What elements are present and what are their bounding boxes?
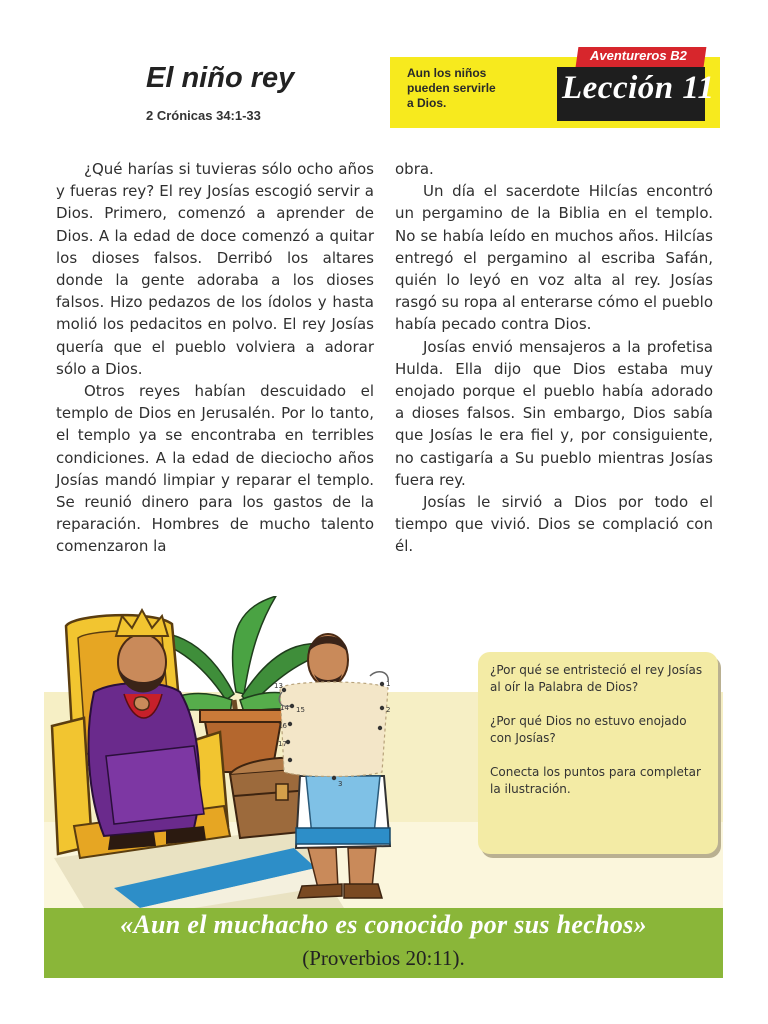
motto-line: pueden servirle (407, 81, 496, 95)
story-right-column (395, 158, 713, 558)
activity-questions-box (478, 652, 718, 854)
story-paragraph-continuation: obra. (395, 160, 434, 178)
dot-number: 17 (278, 740, 287, 748)
memory-verse-text: «Aun el muchacho es conocido por sus hechos» (120, 910, 647, 939)
page-title: El niño rey (146, 62, 295, 94)
question-1: ¿Por qué se entristeció el rey Josías al oír la Palabra de Dios? (490, 663, 703, 694)
activity-instruction: Conecta los puntos para completar la ilustración. (490, 765, 701, 796)
lesson-number: Lección 11 (562, 70, 715, 106)
story-paragraph: Otros reyes habían descuidado el templo de Dios en Jerusalén. Por lo tanto, el templo ya se encontraba en terribles condiciones. A la edad de dieciocho años Josías mandó limpiar y reparar el templo. Se reunió dinero para los gastos de la reparación. Hombres de mucho talento comenzaron la (56, 382, 374, 556)
question-2: ¿Por qué Dios no estuvo enojado con Josías? (490, 714, 687, 745)
dot-number: 16 (278, 722, 287, 730)
dot-number: 14 (280, 704, 289, 712)
story-paragraph: Josías le sirvió a Dios por todo el tiempo que vivió. Dios se complació con él. (395, 493, 713, 556)
lesson-motto (407, 66, 547, 111)
dot-number: 13 (274, 682, 283, 690)
story-paragraph: Josías envió mensajeros a la profetisa Hulda. Ella dijo que Dios estaba muy enojado porque el pueblo había adorado a dioses falsos. Sin embargo, Dios sabía que Josías le era fiel y, por consiguiente, no castigaría a Su pueblo mientras Josías fuera rey. (395, 337, 713, 489)
dot-number: 3 (338, 780, 343, 788)
dot-number: 2 (386, 706, 391, 714)
story-left-column (56, 158, 374, 558)
dot-number: 1 (386, 680, 391, 688)
dot-number: 15 (296, 706, 305, 714)
motto-line: Aun los niños (407, 66, 487, 80)
story-paragraph: ¿Qué harías si tuvieras sólo ocho años y fueras rey? El rey Josías escogió servir a Dios. Primero, comenzó a aprender de Dios. A la edad de doce comenzó a quitar los dioses falsos. Derribó los altares donde la gente adoraba a los dioses falsos. Hizo pedazos de los ídolos y hasta molió los pedacitos en polvo. El rey Josías quería que el pueblo volviera a adorar sólo a Dios. (56, 160, 374, 378)
series-label: Aventureros B2 (590, 48, 687, 63)
memory-verse-citation: (Proverbios 20:11). (302, 946, 465, 970)
motto-line: a Dios. (407, 96, 447, 110)
scripture-reference: 2 Crónicas 34:1-33 (146, 108, 261, 123)
scroll-to-complete (274, 672, 390, 788)
story-paragraph: Un día el sacerdote Hilcías encontró un pergamino de la Biblia en el templo. No se había leído en muchos años. Hilcías entregó el pergamino al escriba Safán, quién lo leyó en voz alta al rey. Josías rasgó su ropa al enterarse cómo el pueblo había pecado contra Dios. (395, 182, 713, 334)
